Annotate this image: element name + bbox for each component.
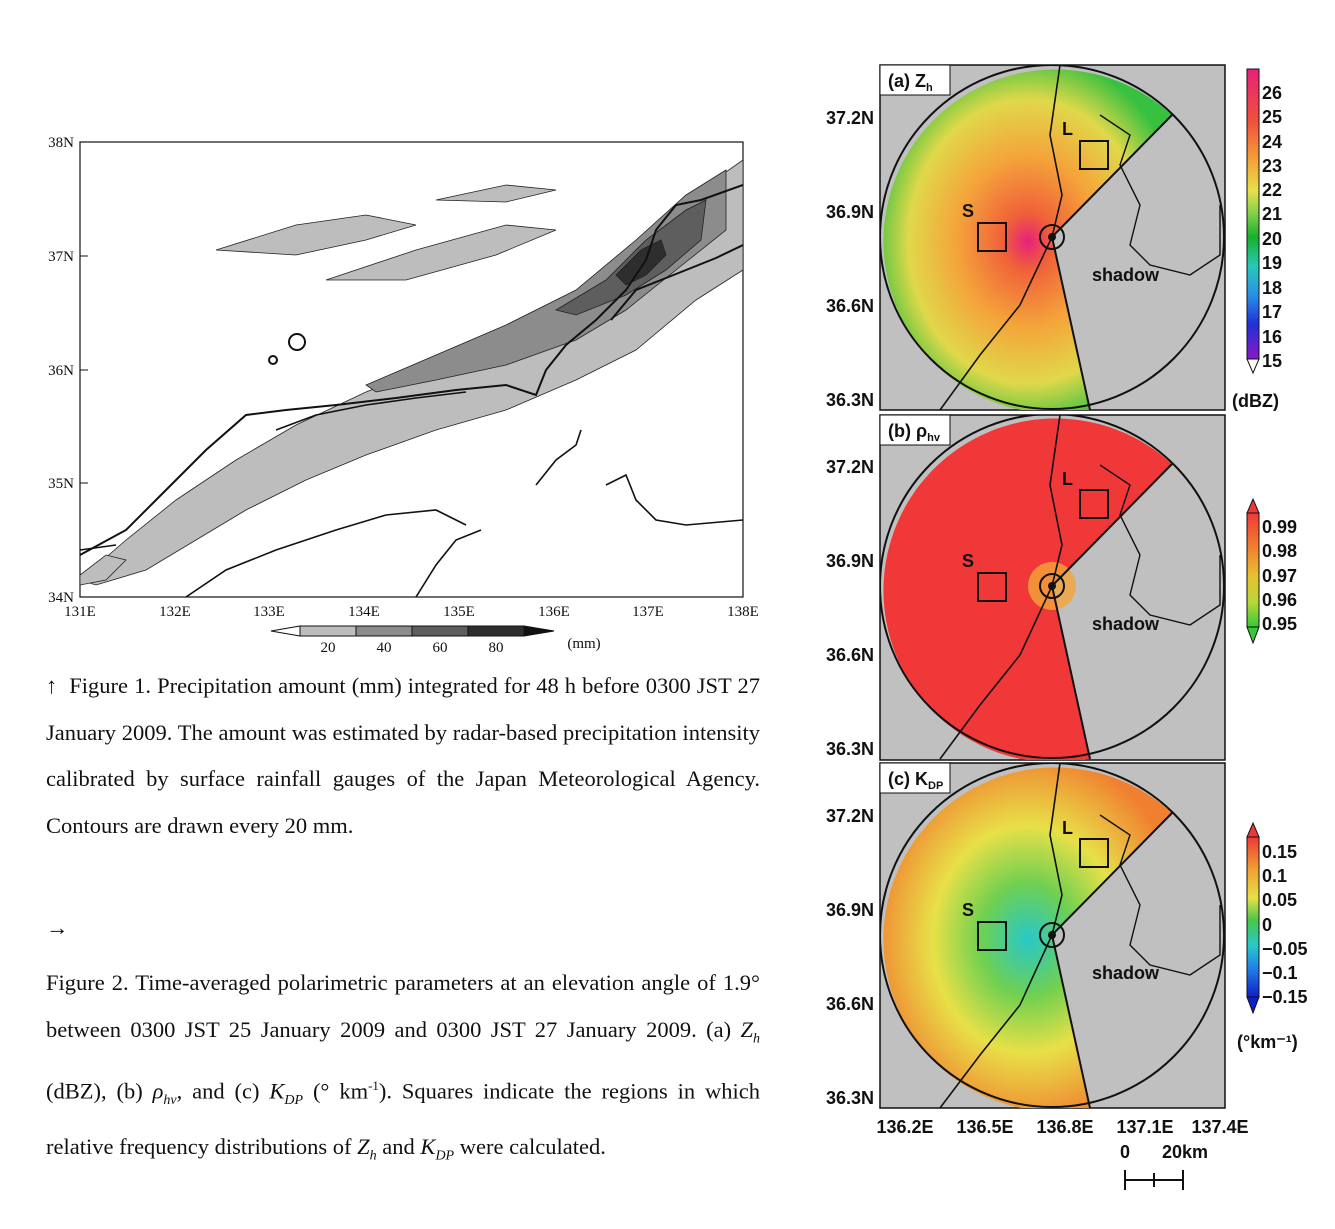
colorbar-tick: 19: [1262, 253, 1283, 273]
fig2-x-axis: [876, 1117, 1248, 1137]
fig1-xtick: 133E: [253, 604, 285, 620]
fig2-xtick: 136.5E: [956, 1117, 1014, 1137]
colorbar-tick: 18: [1262, 278, 1283, 298]
fig2-xtick: 136.2E: [876, 1117, 934, 1137]
colorbar-tick: 0.1: [1262, 866, 1288, 886]
fig2-ytick: 36.3N: [825, 739, 874, 759]
colorbar-unit: (dBZ): [1232, 391, 1279, 411]
figure1-caption-text: Figure 1. Precipitation amount (mm) integrated for 48 h before 0300 JST 27 January 2009. The amount was estimated by radar-based precipitation intensity calibrated by surface rainfall gauges of the Japan Meteorological Agency. Contours are drawn every 20 mm.: [46, 673, 760, 838]
colorbar-tick: 16: [1262, 327, 1283, 347]
fig1-ytick: 36N: [48, 363, 74, 379]
colorbar-tick: 0.15: [1262, 842, 1298, 862]
panel-c-label: (c) $K_{DP}$: [888, 769, 944, 792]
caption-subscript: DP: [435, 1148, 455, 1164]
colorbar-unit: (°km⁻¹): [1237, 1032, 1298, 1052]
fig1-x-axis: [64, 604, 759, 620]
fig1-xtick: 131E: [64, 604, 96, 620]
marker-s: S: [962, 201, 975, 221]
figure1-caption: [46, 663, 760, 849]
caption-subscript: h: [369, 1148, 377, 1164]
fig2-ytick: 36.9N: [825, 551, 874, 571]
panel-b-rhohv: [880, 414, 1225, 763]
colorbar-tick: 0.97: [1262, 566, 1298, 586]
fig2-ytick: 37.2N: [825, 806, 874, 826]
colorbar-tick: 0.99: [1262, 517, 1298, 537]
figure1-precipitation-map: [36, 130, 776, 660]
caption-text: Figure 2. Time-averaged polarimetric parameters at an elevation angle of 1.9° between 0300 JST 25 January 2009 and 0300 JST 27 January 2009. (a): [46, 970, 760, 1042]
fig2-ytick: 36.3N: [825, 390, 874, 410]
colorbar-rhohv: [1247, 499, 1297, 643]
fig1-colorbar-tick: 60: [432, 640, 448, 656]
fig1-ytick: 35N: [48, 476, 74, 492]
fig1-xtick: 134E: [348, 604, 380, 620]
fig1-ytick: 37N: [48, 249, 74, 265]
marker-l: L: [1062, 818, 1073, 838]
figure2-caption: [46, 960, 760, 1180]
colorbar-tick: 24: [1262, 132, 1283, 152]
fig1-xtick: 132E: [159, 604, 191, 620]
fig1-ytick: 38N: [48, 135, 74, 151]
marker-l: L: [1062, 469, 1073, 489]
colorbar-tick: 22: [1262, 180, 1283, 200]
colorbar-tick: 0.96: [1262, 590, 1298, 610]
fig2-ytick: 37.2N: [825, 457, 874, 477]
fig2-xtick: 137.4E: [1191, 1117, 1249, 1137]
figure2-radar-panels: [800, 55, 1335, 1205]
fig1-xtick: 137E: [632, 604, 664, 620]
caption-text: and: [376, 1134, 421, 1159]
fig2-y-axis: [826, 108, 874, 1108]
caption-symbol: Z: [740, 1016, 753, 1042]
colorbar-kdp: [1237, 823, 1308, 1052]
caption-text: ). Squares indicate the regions in which relative frequency distributions of: [46, 1078, 760, 1159]
fig2-xtick: 137.1E: [1116, 1117, 1174, 1137]
colorbar-tick: 21: [1262, 204, 1283, 224]
fig1-colorbar-tick: 20: [320, 640, 336, 656]
panel-a-zh: [880, 65, 1225, 414]
caption-symbol: Z: [357, 1134, 370, 1159]
colorbar-tick: 0.95: [1262, 614, 1298, 634]
scale-distance-label: 20km: [1161, 1142, 1209, 1162]
colorbar-tick: 20: [1262, 229, 1283, 249]
colorbar-tick: 15: [1262, 351, 1283, 371]
fig2-xtick: 136.8E: [1036, 1117, 1094, 1137]
caption-text: (dBZ), (b): [46, 1078, 153, 1103]
fig2-ytick: 36.9N: [825, 202, 874, 222]
caption-text: were calculated.: [454, 1134, 606, 1159]
fig1-colorbar-unit: (mm): [567, 636, 601, 652]
colorbar-tick: 26: [1262, 83, 1283, 103]
right-arrow-icon: →: [46, 915, 69, 940]
fig1-ytick: 34N: [48, 590, 74, 606]
fig2-ytick: 36.6N: [825, 645, 874, 665]
panel-b-label: (b) $\rho_{hv}$: [888, 421, 940, 444]
fig1-colorbar-tick: 40: [376, 640, 392, 656]
caption-subscript: hv: [163, 1092, 177, 1108]
fig2-ytick: 36.9N: [825, 900, 874, 920]
caption-symbol: ρ: [152, 1078, 164, 1103]
marker-l: L: [1062, 119, 1073, 139]
caption-symbol: K: [269, 1078, 285, 1103]
colorbar-tick: 25: [1262, 107, 1283, 127]
panel-c-kdp: [880, 763, 1225, 1112]
shadow-label: shadow: [1092, 265, 1160, 285]
fig1-xtick: 135E: [443, 604, 475, 620]
fig2-ytick: 37.2N: [825, 108, 874, 128]
shadow-label: shadow: [1092, 963, 1160, 983]
panel-a-label: (a) $Z_h$: [888, 71, 933, 94]
caption-text: (° km: [303, 1078, 369, 1103]
caption-symbol: K: [420, 1134, 436, 1159]
marker-s: S: [962, 551, 975, 571]
marker-s: S: [962, 900, 975, 920]
fig1-colorbar-tick: 80: [488, 640, 504, 656]
fig2-ytick: 36.6N: [825, 296, 874, 316]
fig1-xtick: 138E: [727, 604, 759, 620]
colorbar-zh: [1232, 69, 1282, 411]
fig2-ytick: 36.6N: [825, 994, 874, 1014]
colorbar-tick: −0.05: [1262, 939, 1308, 959]
colorbar-tick: 23: [1262, 156, 1283, 176]
shadow-label: shadow: [1092, 614, 1160, 634]
colorbar-tick: 0.05: [1262, 890, 1298, 910]
fig1-colorbar: [271, 626, 601, 656]
caption-subscript: h: [753, 1031, 760, 1046]
caption-superscript: -1: [368, 1077, 379, 1093]
caption-subscript: DP: [284, 1092, 304, 1108]
fig1-xtick: 136E: [538, 604, 570, 620]
colorbar-tick: 0.98: [1262, 541, 1298, 561]
scale-zero-label: 0: [1119, 1142, 1131, 1162]
colorbar-tick: 17: [1262, 302, 1283, 322]
colorbar-tick: −0.1: [1262, 963, 1298, 983]
colorbar-tick: 0: [1262, 915, 1273, 935]
fig2-ytick: 36.3N: [825, 1088, 874, 1108]
scale-bar: [1120, 1142, 1208, 1190]
up-arrow-icon: ↑: [46, 673, 58, 698]
colorbar-tick: −0.15: [1262, 987, 1308, 1007]
caption-text: , and (c): [176, 1078, 270, 1103]
